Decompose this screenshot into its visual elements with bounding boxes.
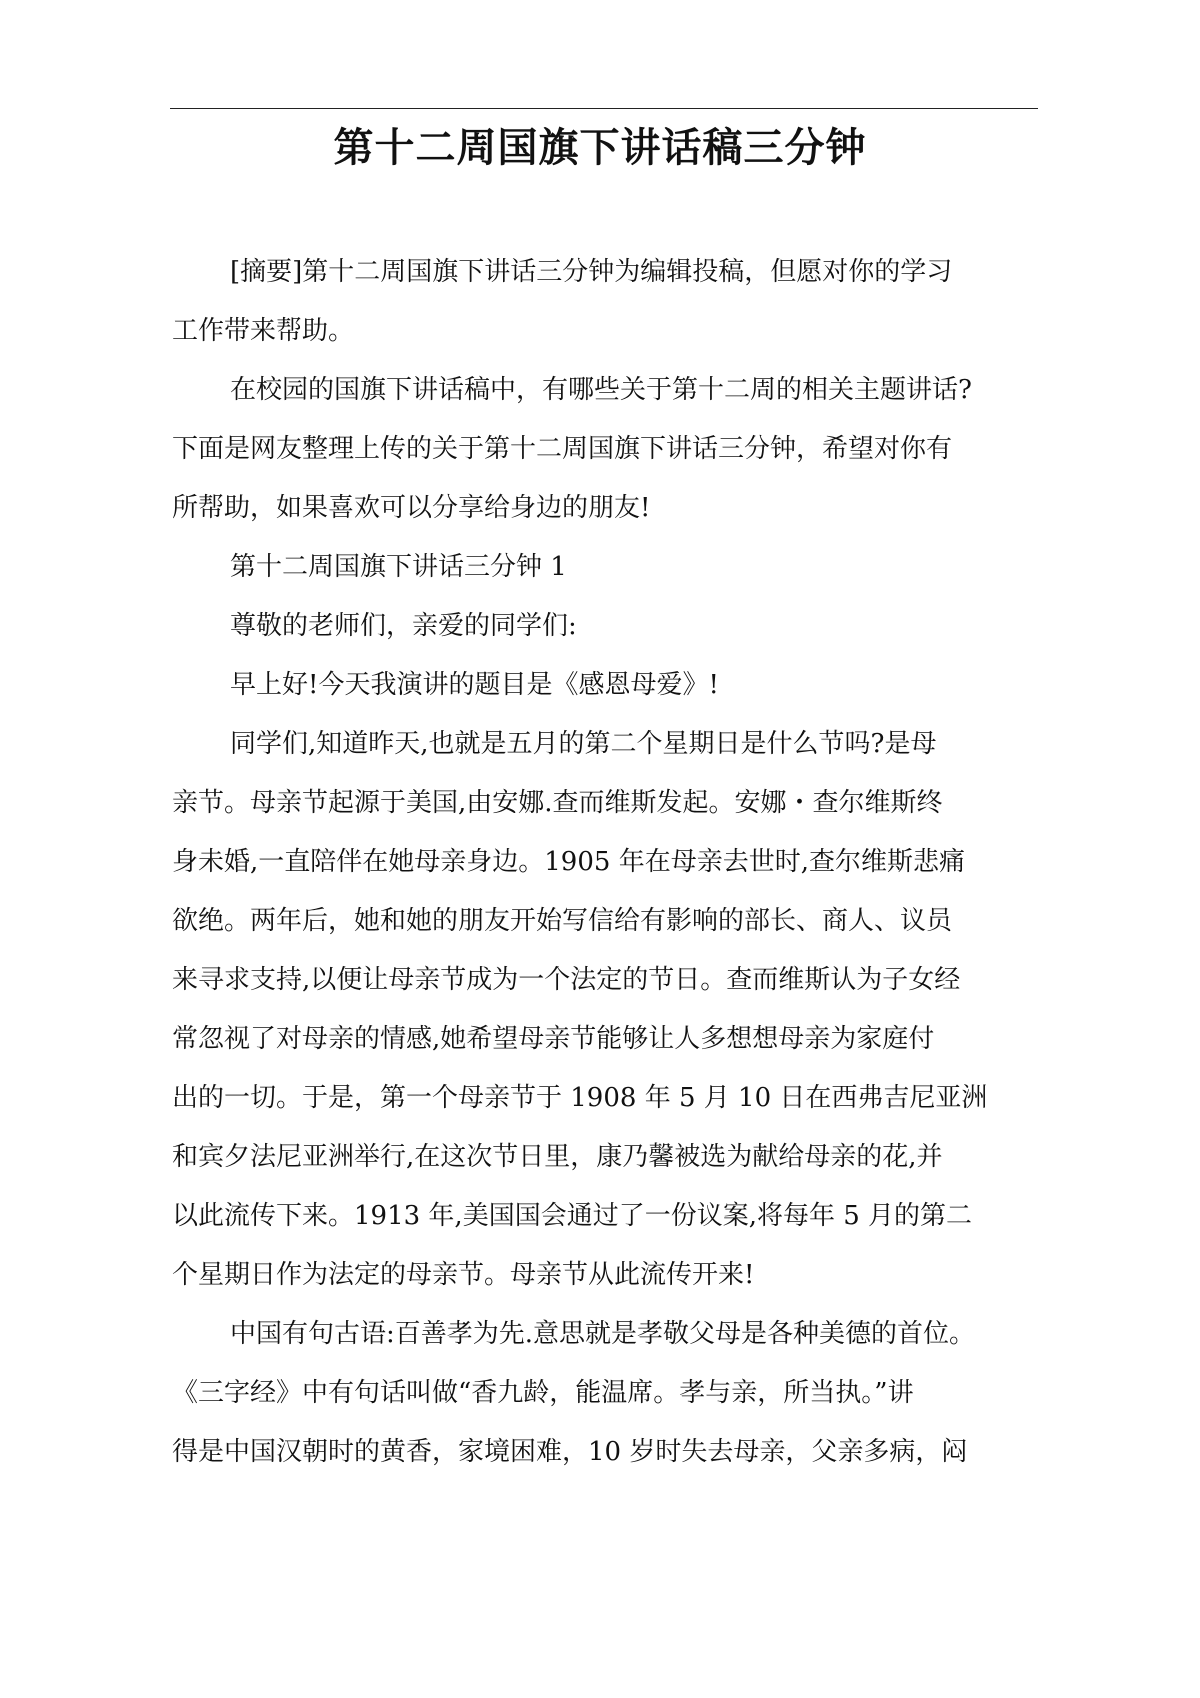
text-line: 中国有句古语:百善孝为先.意思就是孝敬父母是各种美德的首位。 xyxy=(230,1319,976,1349)
text-line: 出的一切。于是，第一个母亲节于 1908 年 5 月 10 日在西弗吉尼亚洲 xyxy=(172,1083,988,1113)
text-line: 下面是网友整理上传的关于第十二周国旗下讲话三分钟，希望对你有 xyxy=(172,434,953,464)
text-line: 同学们,知道昨天,也就是五月的第二个星期日是什么节吗?是母 xyxy=(230,729,937,759)
text-line: 亲节。母亲节起源于美国,由安娜.查而维斯发起。安娜・查尔维斯终 xyxy=(172,788,943,818)
text-line: 以此流传下来。1913 年,美国国会通过了一份议案,将每年 5 月的第二 xyxy=(172,1201,973,1231)
text-line: 和宾夕法尼亚洲举行,在这次节日里，康乃馨被选为献给母亲的花,并 xyxy=(172,1142,943,1172)
document-body xyxy=(172,243,1022,1482)
text-line: 常忽视了对母亲的情感,她希望母亲节能够让人多想想母亲为家庭付 xyxy=(172,1024,935,1054)
text-line: 尊敬的老师们，亲爱的同学们: xyxy=(230,611,577,641)
text-line: 得是中国汉朝时的黄香，家境困难，10 岁时失去母亲，父亲多病，闷 xyxy=(172,1437,968,1467)
text-line: 工作带来帮助。 xyxy=(172,316,355,346)
header-rule xyxy=(170,108,1038,109)
text-line: 第十二周国旗下讲话三分钟 1 xyxy=(230,552,567,582)
text-line: 欲绝。两年后，她和她的朋友开始写信给有影响的部长、商人、议员 xyxy=(172,906,953,936)
text-line: 早上好!今天我演讲的题目是《感恩母爱》! xyxy=(230,670,719,700)
text-line: 《三字经》中有句话叫做“香九龄，能温席。孝与亲，所当执。”讲 xyxy=(172,1378,914,1408)
text-line: 身未婚,一直陪伴在她母亲身边。1905 年在母亲去世时,查尔维斯悲痛 xyxy=(172,847,965,877)
text-line: 在校园的国旗下讲话稿中，有哪些关于第十二周的相关主题讲话? xyxy=(230,375,972,405)
text-line: [摘要]第十二周国旗下讲话三分钟为编辑投稿，但愿对你的学习 xyxy=(230,257,953,287)
document-title: 第十二周国旗下讲话稿三分钟 xyxy=(333,125,867,171)
text-line: 个星期日作为法定的母亲节。母亲节从此流传开来! xyxy=(172,1260,755,1290)
text-line: 来寻求支持,以便让母亲节成为一个法定的节日。查而维斯认为子女经 xyxy=(172,965,961,995)
text-line: 所帮助，如果喜欢可以分享给身边的朋友! xyxy=(172,493,651,523)
